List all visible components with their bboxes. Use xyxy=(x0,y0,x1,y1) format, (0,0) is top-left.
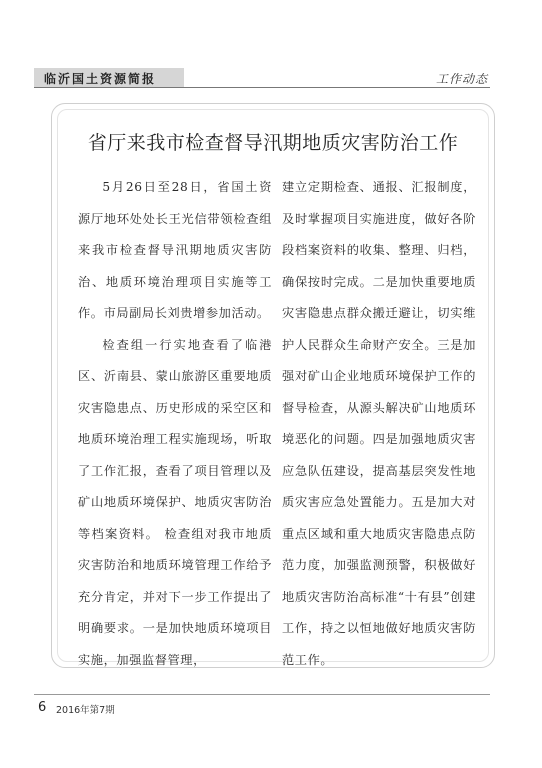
section-label: 工作动态 xyxy=(435,72,488,86)
page-number: 6 xyxy=(38,700,47,715)
journal-header xyxy=(34,68,490,88)
issue-label: 2016年第7期 xyxy=(56,705,115,716)
paragraph: 建立定期检查、通报、汇报制度，及时掌握项目实施进度，做好各阶段档案资料的收集、整理、归档，确保按时完成。二是加快重要地质灾害隐患点群众搬迁避让，切实维护人民群众生命财产安全。三是加强对矿山企业地质环境保护工作的督导检查，从源头解决矿山地质环境恶化的问题。四是加强地质灾害应急队伍建设，提高基层突发性地质灾害应急处置能力。五是加大对重点区域和重大地质灾害隐患点防范力度，加强监测预警，积极做好地质灾害防治高标准“十有县”创建工作，持之以恒地做好地质灾害防范工作。 xyxy=(282,180,476,667)
left-column xyxy=(78,172,272,676)
article-title: 省厅来我市检查督导汛期地质灾害防治工作 xyxy=(87,132,459,154)
right-column xyxy=(282,172,476,676)
paragraph: 检查组一行实地查看了临港区、沂南县、蒙山旅游区重要地质灾害隐患点、历史形成的采空区和地质环境治理工程实施现场，听取了工作汇报，查看了项目管理以及矿山地质环境保护、地质灾害防治等档案资料。 检查组对我市地质灾害防治和地质环境管理工作给予充分肯定，并对下一步工作提出了明确要求。一是加快地质环境项目实施，加强监督管理， xyxy=(78,337,272,667)
header-divider xyxy=(34,87,490,88)
paragraph: 5月26日至28日，省国土资源厅地环处处长王光信带领检查组来我市检查督导汛期地质灾害防治、地质环境治理项目实施等工作。市局副局长刘贵增参加活动。 xyxy=(78,180,272,320)
journal-name: 临沂国土资源简报 xyxy=(34,68,184,88)
footer-divider xyxy=(34,694,490,695)
